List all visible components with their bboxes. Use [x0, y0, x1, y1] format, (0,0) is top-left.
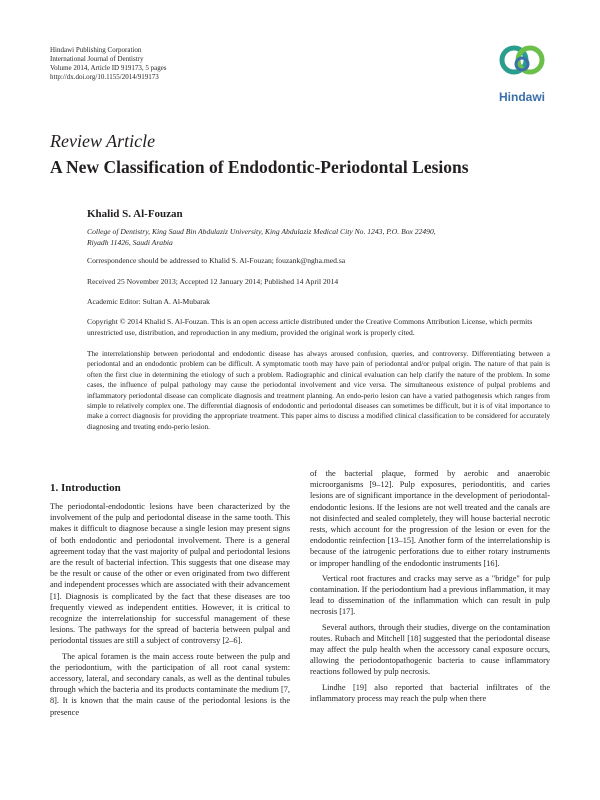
section-heading: 1. Introduction: [50, 482, 121, 494]
article-dates: Received 25 November 2013; Accepted 12 January 2014; Published 14 April 2014: [87, 277, 339, 286]
article-type: Review Article: [50, 131, 156, 151]
journal-name: International Journal of Dentistry: [50, 55, 144, 63]
paragraph: Lindhe [19] also reported that bacterial infiltrates of the inflammatory process may reach the pulp when there: [310, 682, 550, 703]
paragraph: of the bacterial plaque, formed by aerobic and anaerobic microorganisms [9–12]. Pulp exposures, periodontitis, and caries lesions are of significant importance in the development of periodontal-endodontic lesions. If the lesions are not well treated and the canals are not disinfected and sealed completely, they will house bacterial necrotic rests, which account for the progression of the lesion or even for the endodontic reinfection [13–15]. Another form of the interrelationship is because of the iatrogenic perforations due to either rotary instruments or improper handling of the endodontic instruments [16].: [310, 469, 550, 568]
article-title: A New Classification of Endodontic-Periodontal Lesions: [50, 157, 469, 177]
author-name: Khalid S. Al-Fouzan: [87, 208, 183, 220]
hindawi-logo: [488, 38, 556, 106]
paragraph: The periodontal-endodontic lesions have been characterized by the involvement of the pulp and periodontal disease in the same tooth. This makes it difficult to diagnose because a single lesion may present signs of both endodontic and periodontal involvement. There is a general agreement today that the vast majority of pulpal and periodontal lesions are the result of bacterial infection. This suggests that one disease may be the result or cause of the other or even originated from two different and independent processes which are associated with their advancement [1]. Diagnosis is complicated by the fact that these diseases are too frequently viewed as independent entities. However, it is critical to recognize the interrelationship for successful management of these lesions. The pathways for the spread of bacteria between pulpal and periodontal tissues are still a subject of controversy [2–6].: [50, 502, 290, 646]
volume-info: Volume 2014, Article ID 919173, 5 pages: [50, 64, 167, 72]
copyright-notice: Copyright © 2014 Khalid S. Al-Fouzan. This is an open access article distributed under the Creative Commons Attribution License, which permits unrestricted use, distribution, and reproduction in any medium, provided the original work is properly cited.: [87, 317, 533, 337]
doi-link[interactable]: http://dx.doi.org/10.1155/2014/919173: [50, 73, 159, 81]
affiliation-line: Riyadh 11426, Saudi Arabia: [87, 238, 173, 247]
paragraph: The apical foramen is the main access route between the pulp and the periodontium, with the participation of all root canal system: accessory, lateral, and secondary canals, as well as the dentinal tubules through which the bacteria and its products contaminate the medium [7, 8]. It is known that the main cause of the periodontal lesions is the presence: [50, 651, 290, 717]
paragraph: Several authors, through their studies, diverge on the contamination routes. Rubach and Mitchell [18] suggested that the periodontal disease may affect the pulp health when the accessory canal exposure occurs, allowing the periodontopathogenic bacteria to cause inflammatory reactions followed by pulp necrosis.: [310, 622, 550, 677]
affiliation-line: College of Dentistry, King Saud Bin Abdulaziz University, King Abdulaziz Medical City No. 1243, P.O. Box 22490,: [87, 227, 436, 236]
correspondence: Correspondence should be addressed to Khalid S. Al-Fouzan; fouzank@ngha.med.sa: [87, 256, 346, 265]
right-column: [310, 468, 550, 708]
academic-editor: Academic Editor: Sultan A. Al-Mubarak: [87, 297, 210, 306]
paragraph: Vertical root fractures and cracks may serve as a "bridge" for pulp contamination. If the periodontium had a previous inflammation, it may lead to dissemination of the inflammation which can result in pulp necrosis [17].: [310, 573, 550, 617]
abstract: The interrelationship between periodontal and endodontic disease has always aroused confusion, queries, and controversy. Differentiating between a periodontal and an endodontic problem can be difficult. A symptomatic tooth may have pain of periodontal and/or pulpal origin. The nature of that pain is often the first clue in determining the etiology of such a problem. Radiographic and clinical evaluation can help clarify the nature of the problem. In some cases, the influence of pulpal pathology may cause the periodontal involvement and vice versa. The simultaneous existence of pulpal problems and inflammatory periodontal disease can complicate diagnosis and treatment planning. An endo-perio lesion can have a varied pathogenesis which ranges from simple to relatively complex one. The differential diagnosis of endodontic and periodontal diseases can sometimes be difficult, but it is of vital importance to make a correct diagnosis for providing the appropriate treatment. This paper aims to discuss a modified clinical classification to be considered for accurately diagnosing and treating endo-perio lesion.: [87, 349, 550, 431]
left-column: [50, 501, 290, 722]
logo-text: Hindawi: [498, 90, 545, 104]
publisher-name: Hindawi Publishing Corporation: [50, 46, 142, 54]
journal-header: [50, 46, 167, 82]
logo-rings-icon: [488, 38, 556, 90]
author-affiliation: [87, 226, 557, 248]
